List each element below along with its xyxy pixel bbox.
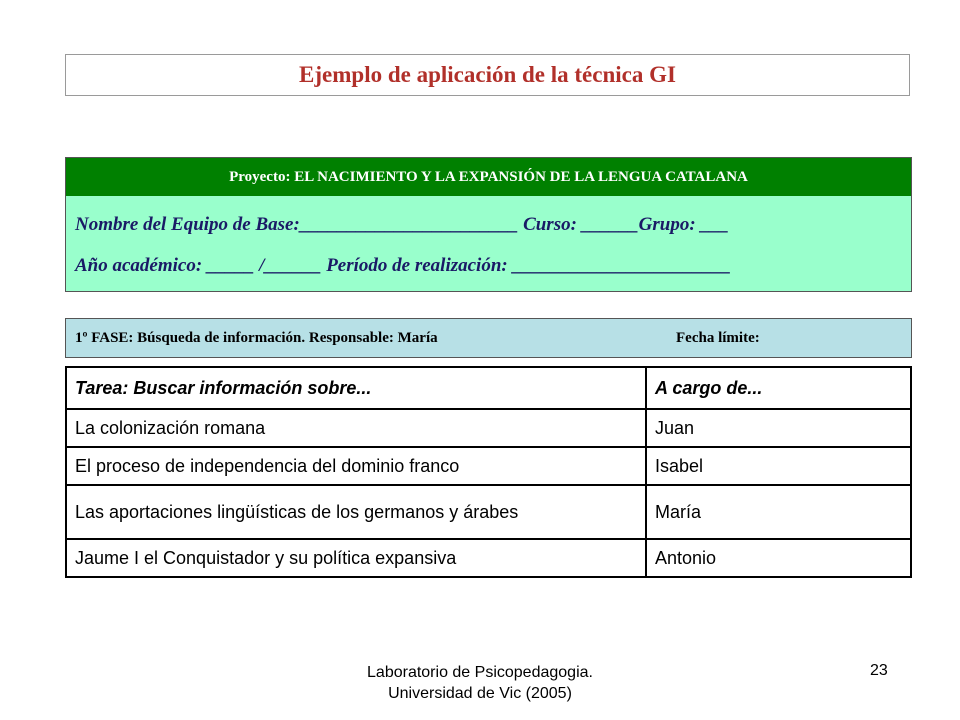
slide-title-box: [65, 54, 910, 96]
academic-year-line: Año académico: _____ /______ Período de realización: _______________________: [75, 255, 731, 276]
owner-cell: Isabel: [646, 447, 911, 485]
header-owner: A cargo de...: [646, 367, 911, 409]
owner-cell: Juan: [646, 409, 911, 447]
table-row: [66, 539, 911, 577]
project-header: [65, 157, 912, 197]
footer-line-1: Laboratorio de Psicopedagogia.: [367, 664, 593, 681]
table-row: [66, 485, 911, 539]
task-cell: Las aportaciones lingüísticas de los germanos y árabes: [66, 485, 646, 539]
task-cell: Jaume I el Conquistador y su política expansiva: [66, 539, 646, 577]
table-header-row: [66, 367, 911, 409]
table-row: [66, 409, 911, 447]
footer-credit: [280, 662, 680, 704]
deadline-label: Fecha límite:: [676, 330, 760, 346]
task-table: [65, 366, 912, 578]
owner-cell: María: [646, 485, 911, 539]
task-cell: La colonización romana: [66, 409, 646, 447]
table-row: [66, 447, 911, 485]
task-cell: El proceso de independencia del dominio franco: [66, 447, 646, 485]
project-header-text: Proyecto: EL NACIMIENTO Y LA EXPANSIÓN DE LA LENGUA CATALANA: [229, 168, 748, 185]
page-number: 23: [870, 662, 888, 679]
project-details: [65, 196, 912, 292]
slide-title: Ejemplo de aplicación de la técnica GI: [299, 62, 676, 87]
footer-line-2: Universidad de Vic (2005): [388, 685, 572, 702]
team-info-line: Nombre del Equipo de Base:_______________________ Curso: ______Grupo: ___: [75, 214, 729, 235]
owner-cell: Antonio: [646, 539, 911, 577]
header-task: Tarea: Buscar información sobre...: [66, 367, 646, 409]
phase-label: 1º FASE: Búsqueda de información. Responsable: María: [75, 330, 438, 346]
phase-box: [65, 318, 912, 358]
